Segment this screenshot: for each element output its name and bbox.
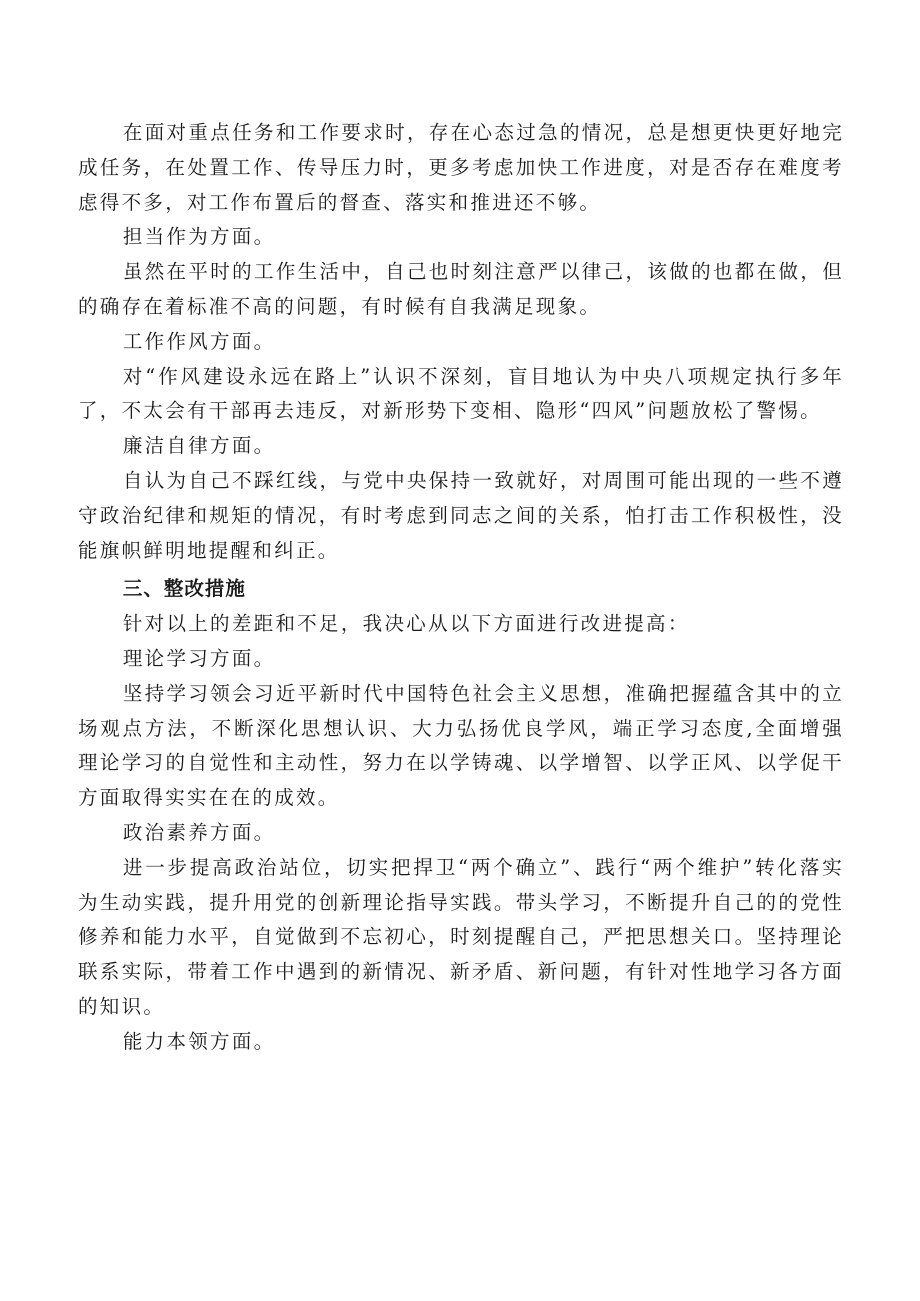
section-subheading: 廉洁自律方面。: [122, 434, 276, 458]
document-page: [78, 116, 844, 1060]
section-subheading: 担当作为方面。: [122, 225, 276, 249]
body-paragraph: 在面对重点任务和工作要求时，存在心态过急的情况，总是想更快更好地完成任务，在处置工作、传导压力时，更多考虑加快工作进度，对是否存在难度考虑得不多，对工作布置后的督查、落实和推进还不够。: [78, 121, 844, 214]
section-subheading: 政治素养方面。: [122, 820, 276, 844]
section-subheading: 理论学习方面。: [122, 646, 276, 670]
section-heading: 三、整改措施: [122, 577, 246, 601]
body-paragraph: 进一步提高政治站位，切实把捍卫“两个确立”、践行“两个维护”转化落实为生动实践，提升用党的创新理论指导实践。带头学习，不断提升自己的的党性修养和能力水平，自觉做到不忘初心，时刻提醒自己，严把思想关口。坚持理论联系实际，带着工作中遇到的新情况、新矛盾、新问题，有针对性地学习各方面的知识。: [78, 855, 844, 1018]
body-paragraph: 对“作风建设永远在路上”认识不深刻，盲目地认为中央八项规定执行多年了，不太会有干部再去违反，对新形势下变相、隐形“四风”问题放松了警惕。: [78, 364, 844, 423]
body-paragraph: 虽然在平时的工作生活中，自己也时刻注意严以律己，该做的也都在做，但的确存在着标准不高的问题，有时候有自我满足现象。: [78, 260, 844, 318]
section-subheading: 能力本领方面。: [122, 1029, 276, 1053]
body-paragraph: 针对以上的差距和不足，我决心从以下方面进行改进提高：: [122, 612, 690, 636]
body-paragraph: 自认为自己不踩红线，与党中央保持一致就好，对周围可能出现的一些不遵守政治纪律和规矩的情况，有时考虑到同志之间的关系，怕打击工作积极性，没能旗帜鲜明地提醒和纠正。: [78, 468, 844, 562]
section-subheading: 工作作风方面。: [122, 329, 276, 353]
body-paragraph: 坚持学习领会习近平新时代中国特色社会主义思想，准确把握蕴含其中的立场观点方法，不断深化思想认识、大力弘扬优良学风，端正学习态度,全面增强理论学习的自觉性和主动性，努力在以学铸魂、以学增智、以学正风、以学促干方面取得实实在在的成效。: [78, 681, 844, 810]
